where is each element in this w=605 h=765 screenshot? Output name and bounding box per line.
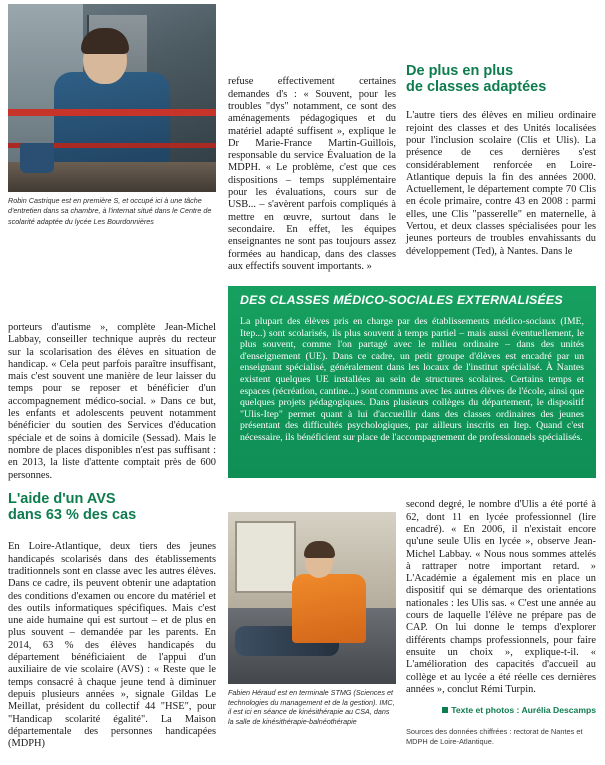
headline-classes-line1: De plus en plus (406, 63, 514, 79)
left-column-body (8, 322, 216, 482)
green-box-body: La plupart des élèves pris en charge par des établissements médico-sociaux (IME, Itep...) sont scolarisés, ils plus souvent à temps partiel – mais aussi éventuellement, le plus souvent, comme l'on partagé avec le milieu ordinaire – dans des unités d'enseignement (UE). Dans ce cadre, un petit groupe d'élèves est encadré par un enseignant spécialisé, généralement dans les locaux de l'institut spécialisé. À Nantes existent quelques UE installées au sein de structures scolaires. Certains temps et espaces (récréation, cantine...) sont communs avec les autres élèves de l'école, ainsi que quelques projets pédagogiques. Dans plusieurs collèges du département, le dispositif "Ulis-Itep" permet quant à lui d'accueillir dans des classes ordinaires des jeunes présentant des difficultés psychologiques, par ailleurs inscrits en Itep. Quand c'est nécessaire, ils bénéficient sur place de l'accompagnement de professionnels spécialisés. (240, 316, 584, 443)
headline-avs-line2: dans 63 % des cas (8, 506, 137, 523)
article-credit (406, 705, 596, 715)
headline-avs-line1: L'aide d'un AVS (8, 491, 116, 507)
right-column-body2 (406, 489, 596, 707)
photo-bottom-caption: Fabien Héraud est en terminale STMG (Sciences et technologies du management et de la gestion). IMC, il est ici en séance de kinésithérapie au CSA, dans la salle de kinésithérapie-balnéothérapie (228, 688, 395, 726)
green-box-title: DES CLASSES MÉDICO-SOCIALES EXTERNALISÉES (240, 293, 563, 307)
photo-student-room (8, 4, 216, 192)
right-column-body (406, 100, 596, 268)
photo-person-hair (81, 28, 129, 54)
photo-bottom-therapist-shirt (292, 574, 366, 643)
photo-bottom-therapist-hair (304, 541, 335, 558)
sidebar-green-box (228, 286, 596, 478)
right-column-paragraph2: second degré, le nombre d'Ulis a été porté à 62, dont 11 en lycée professionnel (lire encadré). « En 2006, il n'existait encore qu'une seule Ulis en lycée », observe Jean-Michel Labbay. « Nous nous sommes attelés à rattraper notre important retard. » L'Académie a également mis en place un dispositif qui se démarque des orientations nationales : les Ulis sas. « C'est une année au cours de laquelle l'élève ne prépare pas de CAP. On lui donne le temps d'explorer différents champs professionnels, pour faire ensuite un choix », explique-t-il. « L'amélioration des capacités d'accueil au collège et au lycée a été réelle ces dernières années », conclut Rémi Turpin. (406, 499, 596, 695)
mid-column-paragraph: refuse effectivement certaines demandes d's : « Souvent, pour les troubles "dys" notamment, ce sont des aménagements pédagogiques et du matériel adapté suffisent », explique le Dr Marie-France Martin-Guillois, responsable du service Évaluation de la MDPH. « Le problème, c'est que ces dispositions – temps supplémentaire pour les évaluations, cours sur de USB... – s'avèrent parfois compliqués à mettre en œuvre, surtout dans le secondaire. En effet, les équipes enseignantes ne sont pas toujours assez formées au handicap, dans des classes aux effectifs souvent importants. » (228, 76, 396, 272)
right-column-paragraph: L'autre tiers des élèves en milieu ordinaire rejoint des classes et des Unités localisées pour l'inclusion scolaire (Clis et Ulis). La présence de ces dernières s'est considérablement renforcée en Loire-Atlantique depuis la fin des années 2000. Actuellement, le département compte 70 Clis en école primaire, contre 43 en 2008 : parmi elles, une Clis "passerelle" en maternelle, à Vertou, et deux classes spécialisées pour les jeunes porteurs de troubles envahissants du développement (Ted), à Nantes. Dans le (406, 110, 596, 257)
credit-text: Texte et photos : Aurélia Descamps (451, 705, 596, 715)
article-sources: Sources des données chiffrées : rectorat de Nantes et MDPH de Loire-Atlantique. (406, 727, 583, 746)
credit-square-icon (442, 707, 448, 713)
left-column-paragraph2: En Loire-Atlantique, deux tiers des jeunes handicapés scolarisés dans des établissements traditionnels sont en classe avec les autres élèves. Dans ce cadre, ils peuvent obtenir une adaptation des conditions d'examen ou encore du matériel et des outils informatiques spécifiques. Mais c'est une aide humaine qui est surtout – et de plus en plus souvent – demandée par les parents. En 2014, 63 % des élèves handicapés du département bénéficiaient de l'appui d'un auxiliaire de vie scolaire (AVS) : « Reste que le temps consacré à chaque jeune tend à diminuer depuis plusieurs années », signale Gildas Le Meillat, président du collectif 44 "HSE", pour "Handicap scolarité égalité". La Maison départementale des personnes handicapées (MDPH) (8, 541, 216, 750)
headline-classes-adaptees (406, 64, 596, 95)
photo-bucket (20, 143, 54, 173)
photo-bottom-window (235, 521, 296, 594)
photo-physiotherapy (228, 512, 396, 684)
photo-main-caption: Robin Castrique est en première S, et occupé ici à une tâche d'entretien dans sa chambre, à l'internat situé dans le Centre de scolarité adaptée du lycée Les Bourdonnières (8, 196, 212, 226)
left-column-body2 (8, 531, 216, 761)
headline-avs (8, 492, 216, 523)
mid-column-body (228, 66, 396, 284)
photo-rail-upper (8, 109, 216, 116)
headline-classes-line2: de classes adaptées (406, 78, 547, 95)
left-column-paragraph: porteurs d'autisme », complète Jean-Michel Labbay, conseiller technique auprès du recteur sur la scolarisation des élèves en situation de handicap. « Cela peut parfois paraître insuffisant, mais c'est souvent une manière de leur laisser du temps pour se reposer et bénéficier d'un accompagnement médico-social. » Dans ce but, les enfants et adolescents peuvent notamment bénéficier du soutien des Services d'éducation spéciale et de soins à domicile (Sessad). Mais le nombre de places disponibles n'est pas suffisant : en 2013, la liste d'attente comptait près de 600 personnes. (8, 322, 216, 481)
